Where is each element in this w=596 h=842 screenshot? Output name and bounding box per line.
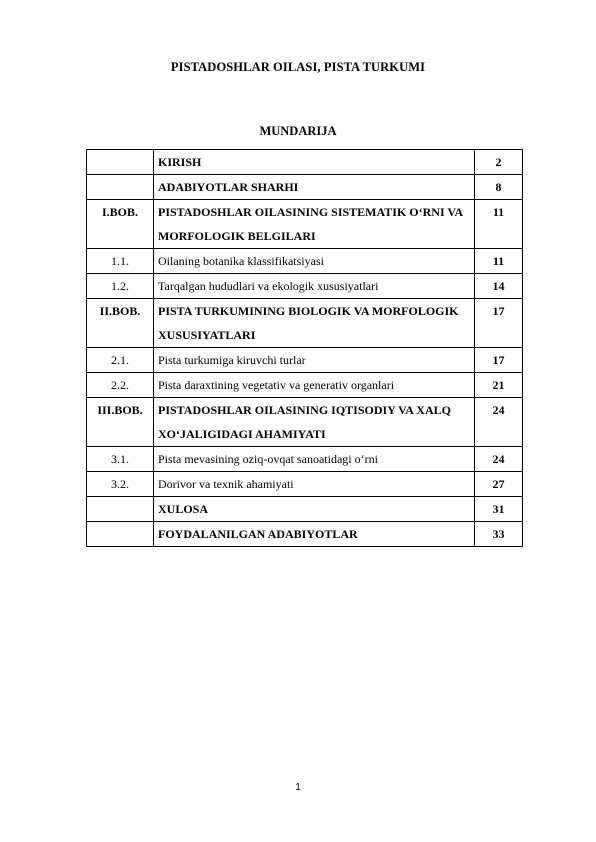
table-row	[87, 299, 523, 348]
table-row	[87, 398, 523, 447]
page-ref: 2	[475, 150, 523, 175]
table-row	[87, 373, 523, 398]
document-title: PISTADOSHLAR OILASI, PISTA TURKUMI	[170, 60, 426, 74]
section-number: 3.1.	[87, 447, 154, 472]
page-ref: 17	[475, 299, 523, 348]
section-number	[87, 497, 154, 522]
table-row	[87, 497, 523, 522]
table-row	[87, 200, 523, 249]
page-number: 1	[295, 782, 301, 793]
table-row	[87, 274, 523, 299]
section-title: Oilaning botanika klassifikatsiyasi	[154, 249, 475, 274]
page-ref: 33	[475, 522, 523, 547]
table-row	[87, 472, 523, 497]
section-title: XULOSA	[154, 497, 475, 522]
section-title: KIRISH	[154, 150, 475, 175]
page-ref: 17	[475, 348, 523, 373]
section-number: 3.2.	[87, 472, 154, 497]
section-title: Tarqalgan hududlari va ekologik xususiyatlari	[154, 274, 475, 299]
section-title: ADABIYOTLAR SHARHI	[154, 175, 475, 200]
page-ref: 27	[475, 472, 523, 497]
page-ref: 11	[475, 249, 523, 274]
section-title: Pista daraxtining vegetativ va generativ organlari	[154, 373, 475, 398]
section-number	[87, 175, 154, 200]
section-title: PISTADOSHLAR OILASINING SISTEMATIK O‘RNI VA MORFOLOGIK BELGILARI	[154, 200, 475, 249]
section-title: FOYDALANILGAN ADABIYOTLAR	[154, 522, 475, 547]
table-row	[87, 522, 523, 547]
toc-heading: MUNDARIJA	[259, 124, 337, 138]
section-number	[87, 522, 154, 547]
page-ref: 11	[475, 200, 523, 249]
section-number: 2.1.	[87, 348, 154, 373]
section-number: II.BOB.	[87, 299, 154, 348]
table-row	[87, 175, 523, 200]
page-ref: 21	[475, 373, 523, 398]
page-ref: 31	[475, 497, 523, 522]
page-ref: 24	[475, 447, 523, 472]
table-row	[87, 348, 523, 373]
table-row	[87, 150, 523, 175]
table-row	[87, 447, 523, 472]
section-number: I.BOB.	[87, 200, 154, 249]
section-number: 2.2.	[87, 373, 154, 398]
section-number	[87, 150, 154, 175]
section-number: III.BOB.	[87, 398, 154, 447]
section-title: Pista turkumiga kiruvchi turlar	[154, 348, 475, 373]
table-row	[87, 249, 523, 274]
page-ref: 14	[475, 274, 523, 299]
section-title: PISTADOSHLAR OILASINING IQTISODIY VA XALQ XO‘JALIGIDAGI AHAMIYATI	[154, 398, 475, 447]
section-title: Dorivor va texnik ahamiyati	[154, 472, 475, 497]
section-title: Pista mevasining oziq-ovqat sanoatidagi o‘rni	[154, 447, 475, 472]
table-of-contents	[86, 149, 523, 547]
section-number: 1.2.	[87, 274, 154, 299]
page-ref: 24	[475, 398, 523, 447]
section-number: 1.1.	[87, 249, 154, 274]
page-ref: 8	[475, 175, 523, 200]
section-title: PISTA TURKUMINING BIOLOGIK VA MORFOLOGIK XUSUSIYATLARI	[154, 299, 475, 348]
